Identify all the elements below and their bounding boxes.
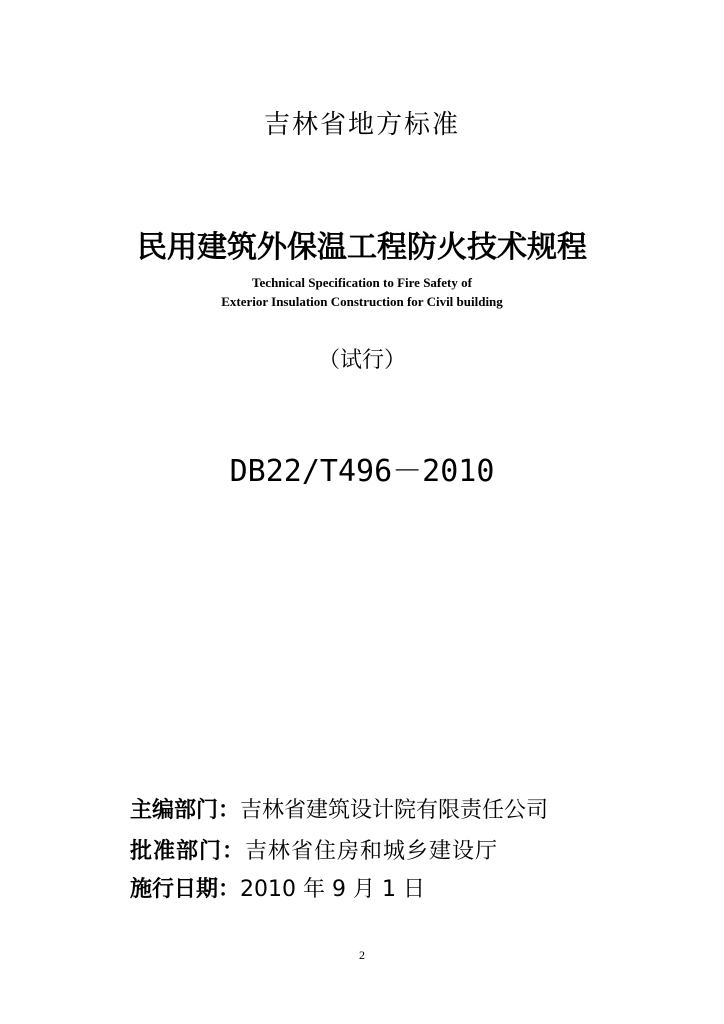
info-value: 吉林省住房和城乡建设厅 <box>245 839 499 864</box>
document-title: 民用建筑外保温工程防火技术规程 <box>137 230 587 265</box>
page-number: 2 <box>359 948 365 962</box>
info-label: 施行日期： <box>130 877 241 902</box>
english-title-line-1: Technical Specification to Fire Safety of <box>252 275 472 290</box>
english-title-line-2: Exterior Insulation Construction for Civil building <box>221 294 503 309</box>
info-label: 批准部门： <box>130 839 246 864</box>
trial-note: （试行） <box>317 348 406 373</box>
local-standard-heading: 吉林省地方标准 <box>263 110 460 140</box>
info-value: 吉林省建筑设计院有限责任公司 <box>240 798 549 823</box>
info-line-editor <box>130 793 548 824</box>
info-value: 2010 年 9 月 1 日 <box>240 877 425 902</box>
info-line-approver <box>130 834 498 865</box>
info-label: 主编部门： <box>130 798 241 823</box>
standard-code: DB22/T496－2010 <box>229 454 495 489</box>
info-line-effective-date <box>130 872 425 903</box>
